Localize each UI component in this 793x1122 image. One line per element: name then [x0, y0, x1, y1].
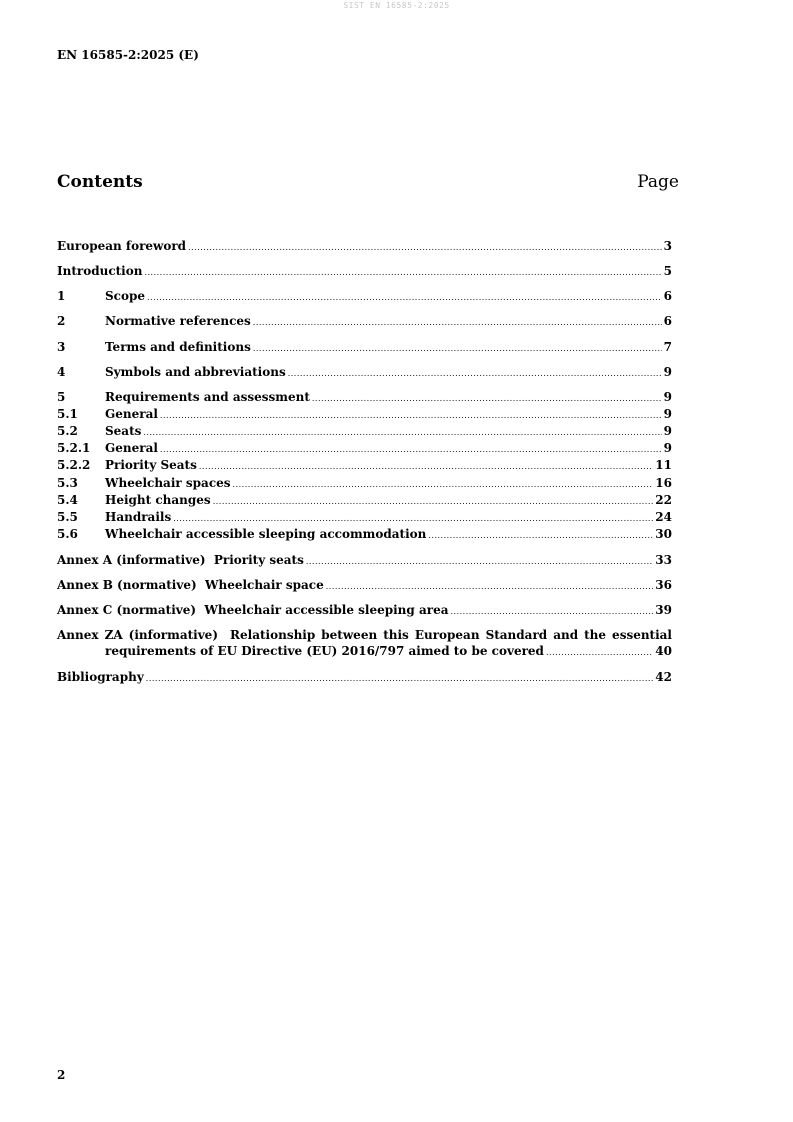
toc-entry-5-5-handrails[interactable]	[57, 509, 672, 527]
toc-page-number: 3	[663, 239, 672, 253]
toc-leader	[143, 425, 661, 441]
toc-number: 5.2	[57, 424, 78, 438]
toc-leader	[546, 645, 653, 661]
toc-title: Height changes	[105, 493, 211, 507]
toc-entry-scope[interactable]	[57, 288, 672, 306]
toc-title: Annex C (normative) Wheelchair accessible sleeping area	[57, 603, 449, 617]
toc-leader	[450, 604, 653, 620]
footer-page-number: 2	[57, 1068, 66, 1082]
toc-page-number: 9	[663, 424, 672, 438]
toc-entry-5-4-height-changes[interactable]	[57, 492, 672, 510]
toc-title: European foreword	[57, 239, 187, 253]
toc-page-number: 9	[663, 441, 672, 455]
toc-page-number: 22	[655, 493, 672, 507]
toc-page-number: 16	[655, 476, 672, 490]
toc-entry-bibliography[interactable]	[57, 669, 672, 687]
toc-title-continued: requirements of EU Directive (EU) 2016/797 aimed to be covered	[105, 644, 544, 658]
toc-number: 2	[57, 314, 66, 328]
toc-entry-annex-c[interactable]	[57, 602, 672, 620]
toc-page-number: 24	[655, 510, 672, 524]
toc-leader	[160, 442, 662, 458]
toc-title: Introduction	[57, 264, 143, 278]
toc-title: Seats	[105, 424, 142, 438]
toc-title: Wheelchair accessible sleeping accommodation	[105, 527, 427, 541]
toc-number: 5.2.2	[57, 458, 91, 472]
toc-leader	[144, 265, 661, 281]
toc-entry-5-2-2-priority-seats[interactable]	[57, 457, 672, 475]
toc-leader	[233, 477, 654, 493]
toc-entry-european-foreword[interactable]	[57, 238, 672, 256]
toc-title: General	[105, 407, 158, 421]
document-id: EN 16585-2:2025 (E)	[57, 48, 199, 62]
toc-title: Requirements and assessment	[105, 390, 310, 404]
toc-page-number: 40	[655, 644, 672, 658]
toc-number: 5.2.1	[57, 441, 91, 455]
toc-page-number: 7	[663, 340, 672, 354]
toc-title: Annex ZA (informative) Relationship between this European Standard and the essential	[57, 628, 672, 642]
toc-entry-5-2-seats[interactable]	[57, 423, 672, 441]
toc-leader	[213, 494, 654, 510]
toc-page-number: 6	[663, 289, 672, 303]
toc-leader	[306, 554, 653, 570]
toc-page-number: 42	[655, 670, 672, 684]
toc-title: Terms and definitions	[105, 340, 251, 354]
toc-entry-terms-definitions[interactable]	[57, 339, 672, 357]
toc-leader	[147, 290, 662, 306]
toc-title: Annex B (normative) Wheelchair space	[57, 578, 324, 592]
toc-page-number: 9	[663, 390, 672, 404]
toc-entry-5-3-wheelchair-spaces[interactable]	[57, 475, 672, 493]
watermark: SIST EN 16585-2:2025	[343, 1, 450, 10]
toc-page-number: 11	[655, 458, 672, 472]
toc-leader	[312, 391, 662, 407]
toc-page-number: 9	[663, 365, 672, 379]
toc-entry-5-6-sleeping-accommodation[interactable]	[57, 526, 672, 544]
toc-page-number: 36	[655, 578, 672, 592]
toc-page-number: 6	[663, 314, 672, 328]
toc-entry-symbols-abbreviations[interactable]	[57, 364, 672, 382]
toc-entry-5-2-1-general[interactable]	[57, 440, 672, 458]
toc-entry-requirements-assessment[interactable]	[57, 389, 672, 407]
page-column-heading: Page	[637, 172, 679, 192]
toc-title: Symbols and abbreviations	[105, 365, 286, 379]
contents-heading: Contents	[57, 172, 143, 192]
toc-page-number: 39	[655, 603, 672, 617]
toc-number: 5.4	[57, 493, 78, 507]
toc-title: Handrails	[105, 510, 172, 524]
toc-leader	[253, 315, 662, 331]
toc-entry-annex-za[interactable]	[57, 627, 672, 661]
toc-leader	[199, 459, 653, 475]
toc-leader	[253, 341, 662, 357]
toc-page-number: 33	[655, 553, 672, 567]
toc-number: 5.6	[57, 527, 78, 541]
toc-title: Normative references	[105, 314, 251, 328]
toc-page-number: 5	[663, 264, 672, 278]
toc-title: Wheelchair spaces	[105, 476, 231, 490]
toc-number: 4	[57, 365, 66, 379]
toc-number: 5.3	[57, 476, 78, 490]
toc-title: Scope	[105, 289, 146, 303]
toc-leader	[160, 408, 662, 424]
toc-leader	[326, 579, 654, 595]
toc-leader	[288, 366, 662, 382]
toc-leader	[428, 528, 653, 544]
toc-leader	[173, 511, 653, 527]
toc-entry-annex-b[interactable]	[57, 577, 672, 595]
toc-entry-normative-references[interactable]	[57, 313, 672, 331]
toc-leader	[146, 671, 654, 687]
toc-title: Annex A (informative) Priority seats	[57, 553, 304, 567]
toc-number: 3	[57, 340, 66, 354]
toc-leader	[188, 240, 662, 256]
toc-entry-5-1-general[interactable]	[57, 406, 672, 424]
toc-number: 5.1	[57, 407, 78, 421]
toc-title: General	[105, 441, 158, 455]
toc-entry-annex-a[interactable]	[57, 552, 672, 570]
toc-page-number: 9	[663, 407, 672, 421]
toc-number: 5.5	[57, 510, 78, 524]
toc-title: Bibliography	[57, 670, 144, 684]
toc-number: 1	[57, 289, 66, 303]
toc-title: Priority Seats	[105, 458, 197, 472]
toc-page-number: 30	[655, 527, 672, 541]
toc-number: 5	[57, 390, 66, 404]
toc-entry-introduction[interactable]	[57, 263, 672, 281]
